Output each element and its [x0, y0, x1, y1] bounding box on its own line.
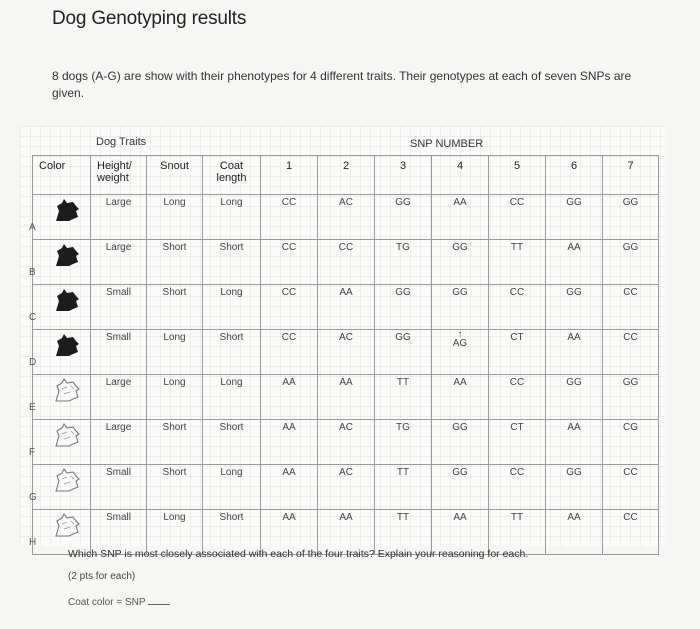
table-row [33, 330, 659, 375]
coat-length-cell: Long [203, 465, 261, 510]
table-row [33, 375, 659, 420]
snp-2-cell: AA [318, 375, 375, 420]
row-letter: D [29, 357, 37, 368]
snp-7-cell: GG [603, 195, 659, 240]
coat-length-cell: Long [203, 375, 261, 420]
coat-length-cell: Short [203, 330, 261, 375]
snp-5-cell: CT [489, 420, 546, 465]
snp-2-cell: AC [318, 465, 375, 510]
height-weight-cell: Large [91, 240, 147, 285]
snp-2-cell: AA [318, 285, 375, 330]
snout-cell: Long [147, 375, 203, 420]
black-dog-icon [53, 242, 81, 268]
snp-1-cell: AA [261, 375, 318, 420]
color-cell [29, 195, 91, 240]
snp-2-cell: AC [318, 420, 375, 465]
height-weight-cell: Small [91, 465, 147, 510]
coat-length-cell: Short [203, 240, 261, 285]
table-row [33, 285, 659, 330]
intro-text: 8 dogs (A-G) are show with their phenotypes for 4 different traits. Their genotypes at each of seven SNPs are given. [52, 69, 632, 100]
snp-5-cell: CC [489, 375, 546, 420]
height-weight-cell: Large [91, 420, 147, 465]
snp-1-cell: AA [261, 510, 318, 555]
snout-cell: Short [147, 285, 203, 330]
snp-6-cell: GG [546, 465, 603, 510]
snp-7-cell: GG [603, 375, 659, 420]
height-weight-cell: Small [91, 285, 147, 330]
black-dog-icon [53, 197, 81, 223]
row-letter: A [29, 222, 36, 233]
coat-color-prompt-label: Coat color = SNP [68, 597, 146, 608]
snp-number-label: SNP NUMBER [410, 138, 484, 150]
snp-6-cell: GG [546, 195, 603, 240]
snp-1-cell: CC [261, 330, 318, 375]
coat-length-cell: Long [203, 195, 261, 240]
snp-1-cell: CC [261, 285, 318, 330]
snp-2-cell: AC [318, 195, 375, 240]
coat-length-cell: Short [203, 510, 261, 555]
snp-6-cell: AA [546, 330, 603, 375]
row-letter: H [29, 537, 37, 548]
snout-cell: Short [147, 420, 203, 465]
coat-color-prompt [68, 594, 170, 608]
snout-cell: Long [147, 330, 203, 375]
snp-3-cell: TG [375, 420, 432, 465]
row-letter: B [29, 267, 36, 278]
snp-1-cell: AA [261, 420, 318, 465]
snp-4-cell [432, 330, 489, 375]
snp-value: AG [452, 338, 468, 349]
outline-dog-icon [53, 377, 81, 403]
outline-dog-icon [53, 512, 81, 538]
header-snp-4: 4 [432, 156, 489, 195]
height-weight-cell: Small [91, 330, 147, 375]
header-color: Color [33, 156, 91, 195]
snp-7-cell: GG [603, 240, 659, 285]
snp-7-cell: CC [603, 330, 659, 375]
snp-4-cell: AA [432, 375, 489, 420]
row-letter: E [29, 402, 36, 413]
snp-4-cell: GG [432, 465, 489, 510]
header-snp-3: 3 [375, 156, 432, 195]
header-snout: Snout [147, 156, 203, 195]
snp-3-cell: GG [375, 285, 432, 330]
snp-6-cell: AA [546, 420, 603, 465]
header-snp-7: 7 [603, 156, 659, 195]
genotype-table [29, 155, 659, 555]
color-cell [29, 285, 91, 330]
up-arrow-icon: ↑ [457, 329, 463, 340]
snp-4-cell: GG [432, 285, 489, 330]
page-title: Dog Genotyping results [52, 8, 247, 29]
snp-5-cell: TT [489, 240, 546, 285]
coat-length-cell: Short [203, 420, 261, 465]
header-snp-1: 1 [261, 156, 318, 195]
snout-cell: Long [147, 195, 203, 240]
snp-2-cell: AC [318, 330, 375, 375]
row-letter: C [29, 312, 37, 323]
snp-6-cell: GG [546, 375, 603, 420]
snp-5-cell: CT [489, 330, 546, 375]
color-cell [29, 240, 91, 285]
outline-dog-icon [53, 422, 81, 448]
height-weight-cell: Large [91, 375, 147, 420]
snp-5-cell: CC [489, 465, 546, 510]
snp-4-cell: AA [432, 510, 489, 555]
header-snp-2: 2 [318, 156, 375, 195]
row-letter: F [29, 447, 36, 458]
snp-7-cell: CG [603, 420, 659, 465]
snp-3-cell: TT [375, 510, 432, 555]
snp-4-cell: GG [432, 420, 489, 465]
snp-7-cell: CC [603, 510, 659, 555]
snp-5-cell: CC [489, 285, 546, 330]
snp-7-cell: CC [603, 465, 659, 510]
snout-cell: Short [147, 465, 203, 510]
black-dog-icon [53, 332, 81, 358]
snp-3-cell: TT [375, 375, 432, 420]
snp-1-cell: AA [261, 465, 318, 510]
snp-6-cell: AA [546, 510, 603, 555]
question-text: Which SNP is most closely associated with each of the four traits? Explain your reasoning for each. [68, 548, 529, 560]
header-row [33, 156, 659, 195]
snp-1-cell: CC [261, 195, 318, 240]
height-weight-cell: Small [91, 510, 147, 555]
snout-cell: Long [147, 510, 203, 555]
header-height-weight: Height/ weight [91, 156, 147, 195]
color-cell [29, 375, 91, 420]
snp-7-cell: CC [603, 285, 659, 330]
snout-cell: Short [147, 240, 203, 285]
snp-4-cell: AA [432, 195, 489, 240]
snp-3-cell: GG [375, 195, 432, 240]
snp-4-cell: GG [432, 240, 489, 285]
row-letter: G [29, 492, 37, 503]
snp-2-cell: AA [318, 510, 375, 555]
snp-3-cell: TT [375, 465, 432, 510]
header-snp-6: 6 [546, 156, 603, 195]
header-snp-5: 5 [489, 156, 546, 195]
points-text: (2 pts for each) [68, 571, 136, 582]
answer-blank[interactable] [148, 594, 170, 605]
table-row [33, 240, 659, 285]
color-cell [29, 420, 91, 465]
black-dog-icon [53, 287, 81, 313]
snp-2-cell: CC [318, 240, 375, 285]
snp-3-cell: GG [375, 330, 432, 375]
snp-3-cell: TG [375, 240, 432, 285]
snp-6-cell: AA [546, 240, 603, 285]
snp-5-cell: CC [489, 195, 546, 240]
color-cell [29, 465, 91, 510]
outline-dog-icon [53, 467, 81, 493]
dog-traits-label: Dog Traits [96, 136, 147, 148]
color-cell [29, 330, 91, 375]
coat-length-cell: Long [203, 285, 261, 330]
header-coat-length: Coat length [203, 156, 261, 195]
snp-5-cell: TT [489, 510, 546, 555]
snp-6-cell: GG [546, 285, 603, 330]
snp-1-cell: CC [261, 240, 318, 285]
height-weight-cell: Large [91, 195, 147, 240]
table-row [33, 420, 659, 465]
table-row [33, 195, 659, 240]
table-row [33, 465, 659, 510]
